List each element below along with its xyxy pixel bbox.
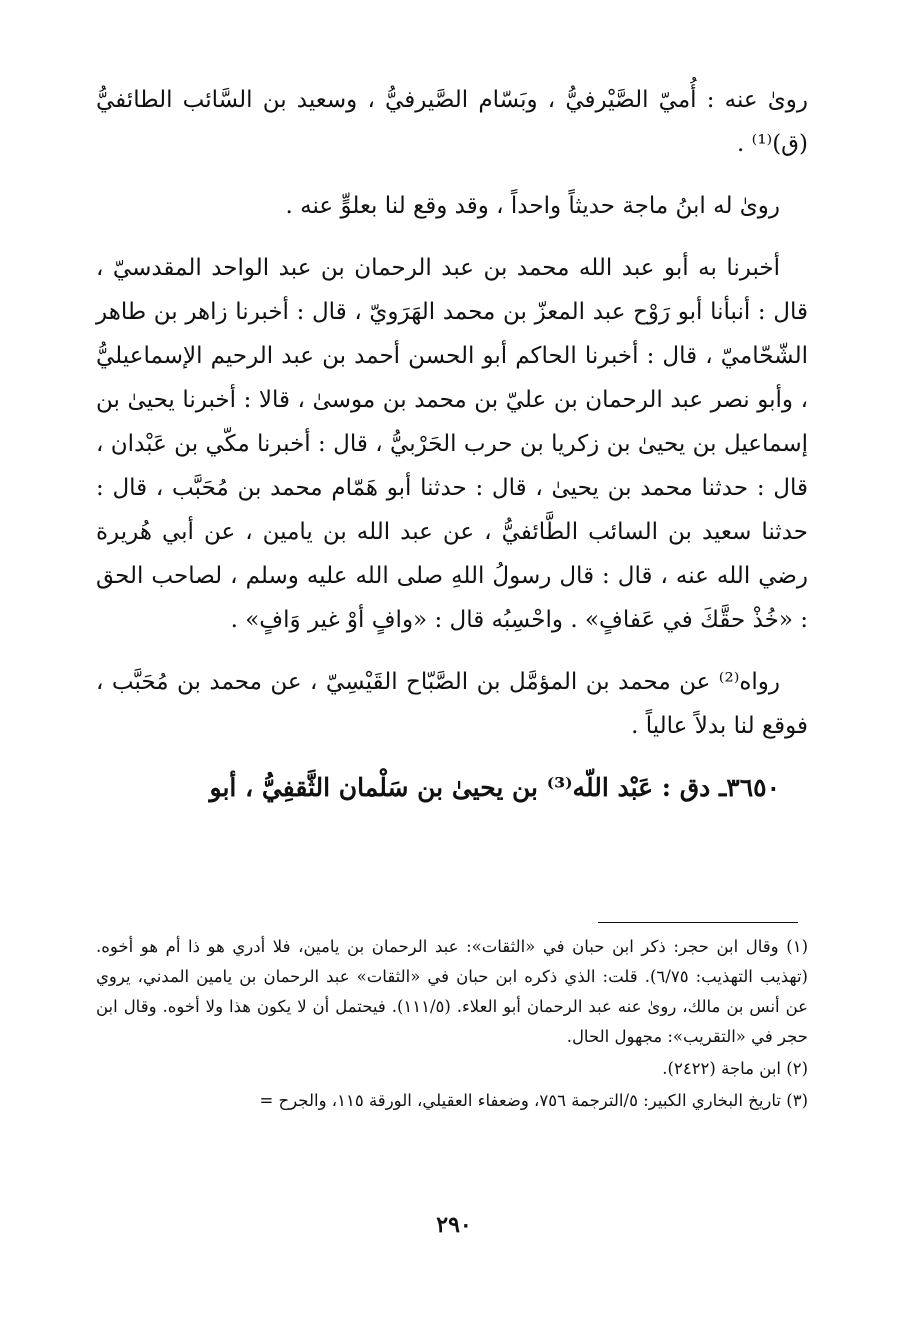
footnote-3: (٣) تاريخ البخاري الكبير: ٥/الترجمة ٧٥٦، وضعفاء العقيلي، الورقة ١١٥، والجرح =: [259, 1091, 808, 1110]
main-text: [96, 78, 808, 810]
paragraph-narrators: روىٰ عنه : أُميّ الصَّيْرفيُّ ، وبَسّام الصَّيرفيُّ ، وسعيد بن السَّائب الطائفيُّ (ق)⁽¹⁾ .: [96, 87, 808, 157]
footnotes: [96, 932, 808, 1118]
entry-heading-text: ـ دق : عَبْد اللّه⁽³⁾ بن يحيىٰ بن سَلْمان الثَّقفِيُّ ، أبو: [209, 773, 727, 802]
footnote-1: (١) وقال ابن حجر: ذكر ابن حبان في «الثقات»: عبد الرحمان بن يامين، فلا أدري هو ذا أم هو أخوه. (تهذيب التهذيب: ٦/٧٥). قلت: الذي ذكره ابن حبان في «الثقات» عبد الرحمان بن يامين المدني، يروي عن أنس بن مالك، روىٰ عنه عبد الرحمان أبو العلاء. (١١١/٥). فيحتمل أن لا يكون هذا ولا أخوه. وقال ابن حجر في «التقريب»: مجهول الحال.: [96, 937, 808, 1046]
footnote-2: (٢) ابن ماجة (٢٤٢٢).: [662, 1059, 808, 1078]
paragraph-riwaya: رواه⁽²⁾ عن محمد بن المؤمَّل بن الصَّبّاح القَيْسِيّ ، عن محمد بن مُحَبَّب ، فوقع لنا بدلاً عالياً .: [96, 669, 808, 739]
entry-heading: [96, 766, 808, 810]
footnote-separator: [598, 922, 798, 923]
paragraph-ibn-majah: روىٰ له ابنُ ماجة حديثاً واحداً ، وقد وقع لنا بعلوٍّ عنه .: [285, 193, 780, 219]
page-number: ٢٩٠: [436, 1212, 472, 1238]
entry-number: ٣٦٥٠: [726, 773, 780, 802]
paragraph-hadith-chain: أخبرنا به أبو عبد الله محمد بن عبد الرحمان بن عبد الواحد المقدسيّ ، قال : أنبأنا أبو رَوْح عبد المعزّ بن محمد الهَرَويّ ، قال : أخبرنا زاهر بن طاهر الشّحّاميّ ، قال : أخبرنا الحاكم أبو الحسن أحمد بن عبد الرحيم الإسماعيليُّ ، وأبو نصر عبد الرحمان بن عليّ بن محمد بن موسىٰ ، قالا : أخبرنا يحيىٰ بن إسماعيل بن يحيىٰ بن زكريا بن حرب الحَرْبيُّ ، قال : أخبرنا مكّي بن عَبْدان ، قال : حدثنا محمد بن يحيىٰ ، قال : حدثنا أبو هَمّام محمد بن مُحَبَّب ، قال : حدثنا سعيد بن السائب الطَّائفيُّ ، عن عبد الله بن يامين ، عن أبي هُريرة رضي الله عنه ، قال : قال رسولُ اللهِ صلى الله عليه وسلم ، لصاحب الحق : «خُذْ حقَّكَ في عَفافٍ» . واحْسِبُه قال : «وافٍ أوْ غير وَافٍ» .: [96, 255, 808, 633]
